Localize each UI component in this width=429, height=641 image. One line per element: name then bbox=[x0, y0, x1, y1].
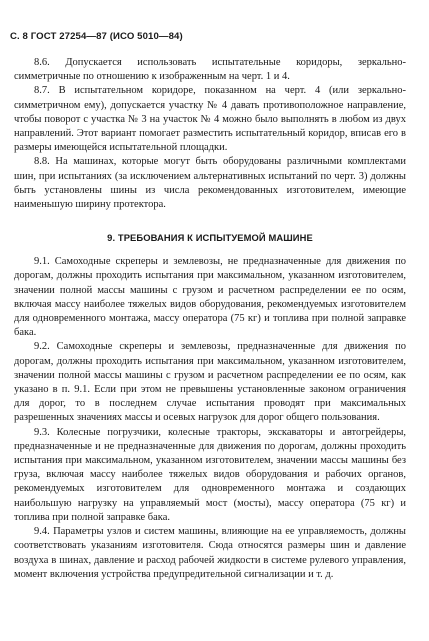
document-body bbox=[14, 56, 406, 582]
paragraph-8-7: 8.7. В испытательном коридоре, показанном на черт. 4 (или зеркально-симметричном ему), допускается участку № 4 давать противоположное направление, чтобы поворот с участка № 3 на участок № 4 можно было выполнять в любом из двух направлений. Этот вариант помогает разместить испытательный коридор, вписав его в размеры имеющейся испытательной площадки. bbox=[14, 85, 406, 154]
paragraph-9-4: 9.4. Параметры узлов и систем машины, влияющие на ее управляемость, должны соответствовать указаниям изготовителя. Сюда относятся размеры шин и давление воздуха в шинах, давление и расход рабочей жидкости в системе рулевого управления, момент включения устройства предупредительной сигнализации и т. д. bbox=[14, 526, 406, 580]
paragraph-9-1: 9.1. Самоходные скреперы и землевозы, не предназначенные для движения по дорогам, должны проходить испытания при максимальном, указанном изготовителем, значении полной массы машины с грузом и расчетном распределении ее по осям, включая массу наиболее тяжелых видов оборудования, рекомендуемых изготовителем для одновременного монтажа, массу оператора (75 кг) и топлива при полной заправке бака. bbox=[14, 256, 406, 339]
paragraph-9-2: 9.2. Самоходные скреперы и землевозы, предназначенные для движения по дорогам, должны проходить испытания при максимальном, указанном изготовителем, значении полной массы машины с грузом и расчетном распределении ее по осям, как указано в п. 9.1. Если при этом не превышены установленные законом ограничения для дорог, то в последнем случае испытания проводят при максимальных разрешенных значениях массы и осевых нагрузок для дорог общего пользования. bbox=[14, 341, 406, 424]
paragraph-9-3: 9.3. Колесные погрузчики, колесные тракторы, экскаваторы и автогрейдеры, предназначенные и не предназначенные для движения по дорогам, должны проходить испытания при максимальном, указанном изготовителем, значении массы машины без груза, включая массу наиболее тяжелых видов оборудования и рабочих органов, рекомендуемых изготовителем для одновременного монтажа и создающих наибольшую нагрузку на управляемый мост (мосты), массу оператора (75 кг) и топлива при полной заправке бака. bbox=[14, 426, 406, 523]
paragraph-8-8: 8.8. На машинах, которые могут быть оборудованы различными комплектами шин, при испытаниях (за исключением альтернативных испытаний по черт. 3) должны быть установлены шины из числа рекомендованных изготовителем, имеющие наименьшую ширину протектора. bbox=[14, 156, 406, 211]
page-header: С. 8 ГОСТ 27254—87 (ИСО 5010—84) bbox=[10, 31, 183, 42]
section-title: 9. ТРЕБОВАНИЯ К ИСПЫТУЕМОЙ МАШИНЕ bbox=[107, 232, 313, 244]
paragraph-8-6: 8.6. Допускается использовать испытательные коридоры, зеркально-симметричные по отношению к изображенным на черт. 1 и 4. bbox=[14, 57, 406, 83]
